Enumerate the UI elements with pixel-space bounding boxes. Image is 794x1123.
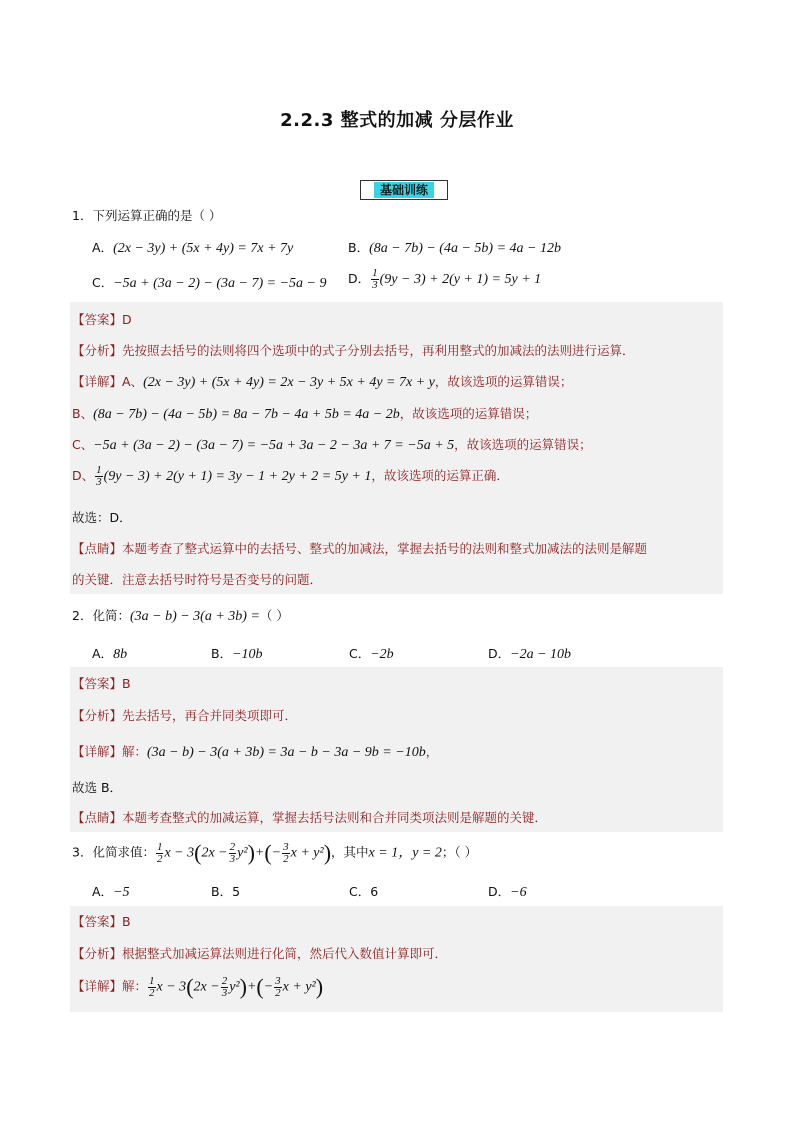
section-header — [360, 180, 448, 200]
fraction: $\frac{2}{3}$ — [221, 974, 228, 999]
q1-analysis: 【分析】先按照去括号的法则将四个选项中的式子分别去括号，再利用整式的加减法的法则进行运算． — [72, 343, 635, 358]
q3-detail: 【详解】解： $\frac{1}{2}$ x − 3(2x − $\frac{2}{3}$ y²)+(− $\frac{3}{2}$ x + y²) — [72, 974, 324, 999]
q3-analysis: 【分析】根据整式加减运算法则进行化简，然后代入数值计算即可． — [72, 946, 448, 961]
fraction: $\frac{1}{2}$ — [156, 840, 163, 865]
q3-option-c[interactable]: C．6 — [349, 884, 379, 899]
q2-option-c[interactable]: C．−2b — [349, 646, 394, 662]
fraction: $\frac{3}{2}$ — [275, 974, 281, 999]
q1-option-b[interactable]: B．(8a − 7b) − (4a − 5b) = 4a − 12b — [348, 240, 561, 256]
q2-option-d[interactable]: D．−2a − 10b — [488, 646, 572, 662]
q2-comment: 【点睛】本题考查整式的加减运算，掌握去括号法则和合并同类项法则是解题的关键． — [72, 810, 548, 825]
page-title: 2.2.3 整式的加减 分层作业 — [280, 110, 514, 131]
q2-answer: 【答案】B — [72, 676, 131, 691]
q1-option-c[interactable]: C．−5a + (3a − 2) − (3a − 7) = −5a − 9 — [92, 275, 327, 291]
q3-stem: 3．化简求值： $\frac{1}{2}$ x − 3(2x − $\frac{2}{3}$ y²)+(− $\frac{3}{2}$ x + y²)，其中x = 1，y = 2；（ ） — [72, 840, 478, 865]
q3-option-a[interactable]: A．−5 — [92, 884, 130, 900]
q2-option-a[interactable]: A．8b — [92, 646, 128, 662]
q2-detail: 【详解】解：(3a − b) − 3(a + 3b) = 3a − b − 3a − 9b = −10b， — [72, 744, 439, 760]
q1-detail-b: B、(8a − 7b) − (4a − 5b) = 8a − 7b − 4a + 5b = 4a − 2b，故该选项的运算错误； — [72, 406, 538, 422]
q1-detail-c: C、−5a + (3a − 2) − (3a − 7) = −5a + 3a − 2 − 3a + 7 = −5a + 5，故该选项的运算错误； — [72, 437, 592, 453]
q1-comment-1: 【点睛】本题考查了整式运算中的去括号、整式的加减法，掌握去括号的法则和整式加减法的法则是解题 — [72, 541, 648, 556]
fraction: $\frac{1}{2}$ — [149, 974, 155, 999]
q1-choose: 故选：D． — [72, 510, 132, 525]
q3-option-d[interactable]: D．−6 — [488, 884, 527, 900]
q2-stem: 2．化简：(3a − b) − 3(a + 3b) =（ ） — [72, 608, 289, 624]
q1-answer: 【答案】D — [72, 312, 132, 327]
q1-option-a[interactable]: A．(2x − 3y) + (5x + 4y) = 7x + 7y — [92, 240, 294, 256]
q2-option-b[interactable]: B．−10b — [211, 646, 263, 662]
q1-stem: 1．下列运算正确的是（ ） — [72, 208, 222, 223]
q3-option-b[interactable]: B．5 — [211, 884, 241, 899]
q1-comment-2: 的关键．注意去括号时符号是否变号的问题． — [72, 572, 323, 587]
q2-choose: 故选 B． — [72, 780, 123, 795]
q3-answer: 【答案】B — [72, 914, 131, 929]
fraction: $\frac{3}{2}$ — [283, 840, 289, 865]
q1-detail-d: D、 $\frac{1}{3}$ (9y − 3) + 2(y + 1) = 3y − 1 + 2y + 2 = 5y + 1，故该选项的运算正确． — [72, 464, 509, 488]
fraction: $\frac{2}{3}$ — [229, 840, 236, 865]
fraction: $\frac{1}{3}$ — [372, 267, 378, 291]
q2-analysis: 【分析】先去括号，再合并同类项即可． — [72, 708, 298, 723]
fraction: $\frac{1}{3}$ — [96, 464, 102, 488]
q1-detail-a: 【详解】A、(2x − 3y) + (5x + 4y) = 2x − 3y + 5x + 4y = 7x + y，故该选项的运算错误； — [72, 374, 573, 390]
section-label: 基础训练 — [374, 182, 434, 198]
q1-option-d[interactable]: D． $\frac{1}{3}$ (9y − 3) + 2(y + 1) = 5y + 1 — [348, 267, 542, 291]
